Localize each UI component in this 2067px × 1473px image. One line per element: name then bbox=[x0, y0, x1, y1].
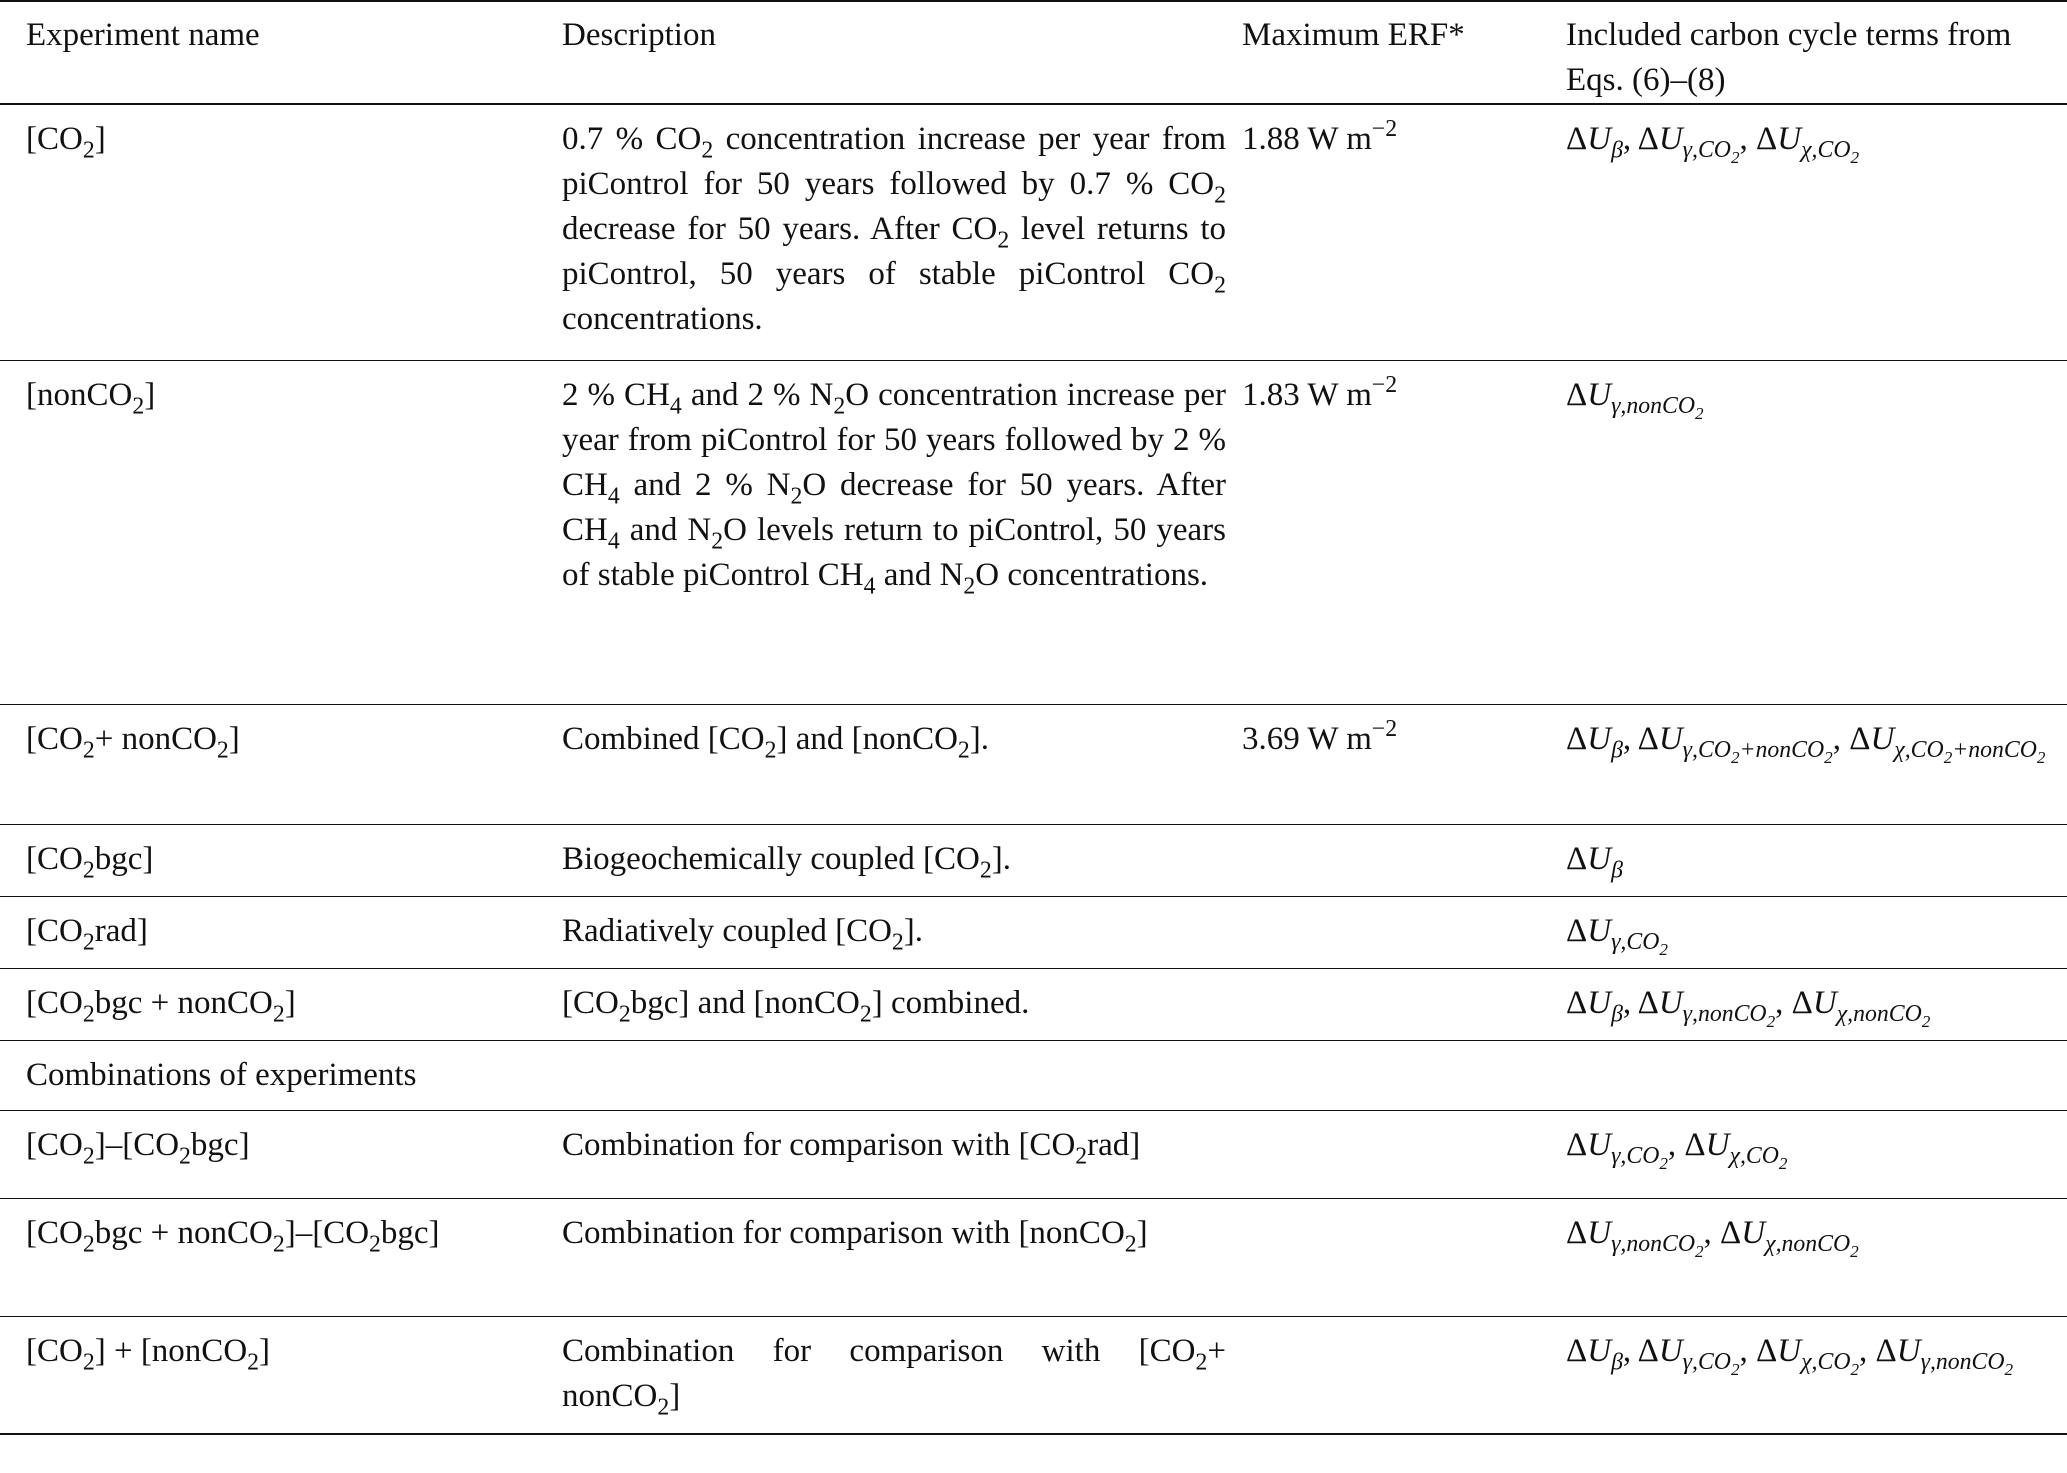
experiment-name: $[CO_2]$ + [nonCO$_2$] bbox=[0, 1316, 536, 1434]
table-body bbox=[0, 104, 2067, 1434]
table-row bbox=[0, 896, 2067, 968]
table-row bbox=[0, 1110, 2067, 1198]
carbon-cycle-terms: $\Delta U_{\gamma,nonCO_2}$ bbox=[1540, 360, 2067, 704]
header-max-erf: Maximum ERF* bbox=[1238, 1, 1540, 104]
table-row bbox=[0, 1198, 2067, 1316]
max-erf bbox=[1238, 1316, 1540, 1434]
experiment-name: $[CO_2rad]$ bbox=[0, 896, 536, 968]
table-row bbox=[0, 824, 2067, 896]
section-label: Combinations of experiments bbox=[0, 1040, 2067, 1110]
max-erf bbox=[1238, 824, 1540, 896]
experiment-name: [$CO_2bgc$ + nonCO$_2$] bbox=[0, 968, 536, 1040]
description: Combination for comparison with $[CO_2rad]$ bbox=[536, 1110, 1238, 1198]
table-row bbox=[0, 360, 2067, 704]
description: Biogeochemically coupled $[CO_2]$. bbox=[536, 824, 1238, 896]
description: Combined $[CO_2]$ and [nonCO$_2$]. bbox=[536, 704, 1238, 824]
carbon-cycle-terms: $\Delta U_\beta$, $\Delta U_{\gamma,CO_2}$, $\Delta U_{\chi,CO_2}$, $\Delta U_{\gamma,nonCO_2}$ bbox=[1540, 1316, 2067, 1434]
header-row bbox=[0, 1, 2067, 104]
carbon-cycle-terms: $\Delta U_\beta$, $\Delta U_{\gamma,CO_2}$, $\Delta U_{\chi,CO_2}$ bbox=[1540, 104, 2067, 360]
table-row bbox=[0, 1316, 2067, 1434]
experiment-name: $[CO_2]-[CO_2bgc]$ bbox=[0, 1110, 536, 1198]
carbon-cycle-terms: $\Delta U_\beta$ bbox=[1540, 824, 2067, 896]
experiment-name: [nonCO$_2$] bbox=[0, 360, 536, 704]
description: Radiatively coupled $[CO_2]$. bbox=[536, 896, 1238, 968]
experiment-name: $[CO_2]$ bbox=[0, 104, 536, 360]
description: Combination for comparison with [nonCO$_2$] bbox=[536, 1198, 1238, 1316]
description: 2 % $CH_4$ and 2 % $N_2O$ concentration increase per year from piControl for 50 years followed by 2 % $CH_4$ and 2 % $N_2O$ decrease for 50 years. After $CH_4$ and $N_2O$ levels return to piControl, 50 years of stable piControl $CH_4$ and $N_2O$ concentrations. bbox=[536, 360, 1238, 704]
description: $[CO_2bgc]$ and [nonCO$_2$] combined. bbox=[536, 968, 1238, 1040]
header-experiment: Experiment name bbox=[0, 1, 536, 104]
header-terms: Included carbon cycle terms from Eqs. (6)–(8) bbox=[1540, 1, 2067, 104]
max-erf: 1.83 W $m^{-2}$ bbox=[1238, 360, 1540, 704]
table-row bbox=[0, 104, 2067, 360]
max-erf bbox=[1238, 896, 1540, 968]
experiment-name: $[CO_2bgc]$ bbox=[0, 824, 536, 896]
experiment-name: [$CO_2+$ nonCO$_2$] bbox=[0, 704, 536, 824]
carbon-cycle-terms: $\Delta U_{\gamma,CO_2}$, $\Delta U_{\chi,CO_2}$ bbox=[1540, 1110, 2067, 1198]
experiment-name: [$CO_2bgc$ + $nonCO_2]-[CO_2bgc]$ bbox=[0, 1198, 536, 1316]
table-row bbox=[0, 968, 2067, 1040]
carbon-cycle-terms: $\Delta U_{\gamma,CO_2}$ bbox=[1540, 896, 2067, 968]
max-erf: 3.69 W $m^{-2}$ bbox=[1238, 704, 1540, 824]
header-description: Description bbox=[536, 1, 1238, 104]
max-erf bbox=[1238, 968, 1540, 1040]
max-erf: 1.88 W $m^{-2}$ bbox=[1238, 104, 1540, 360]
description: Combination for comparison with [$CO_2+$ nonCO$_2$] bbox=[536, 1316, 1238, 1434]
carbon-cycle-terms: $\Delta U_\beta$, $\Delta U_{\gamma,nonCO_2}$, $\Delta U_{\chi,nonCO_2}$ bbox=[1540, 968, 2067, 1040]
carbon-cycle-terms: $\Delta U_{\gamma,nonCO_2}$, $\Delta U_{\chi,nonCO_2}$ bbox=[1540, 1198, 2067, 1316]
description: 0.7 % $CO_2$ concentration increase per year from piControl for 50 years followed by 0.7 % $CO_2$ decrease for 50 years. After $CO_2$ level returns to piControl, 50 years of stable piControl $CO_2$ concentrations. bbox=[536, 104, 1238, 360]
section-row bbox=[0, 1040, 2067, 1110]
carbon-cycle-terms: $\Delta U_\beta$, $\Delta U_{\gamma,CO_2+nonCO_2}$, $\Delta U_{\chi,CO_2+nonCO_2}$ bbox=[1540, 704, 2067, 824]
table-row bbox=[0, 704, 2067, 824]
max-erf bbox=[1238, 1198, 1540, 1316]
max-erf bbox=[1238, 1110, 1540, 1198]
